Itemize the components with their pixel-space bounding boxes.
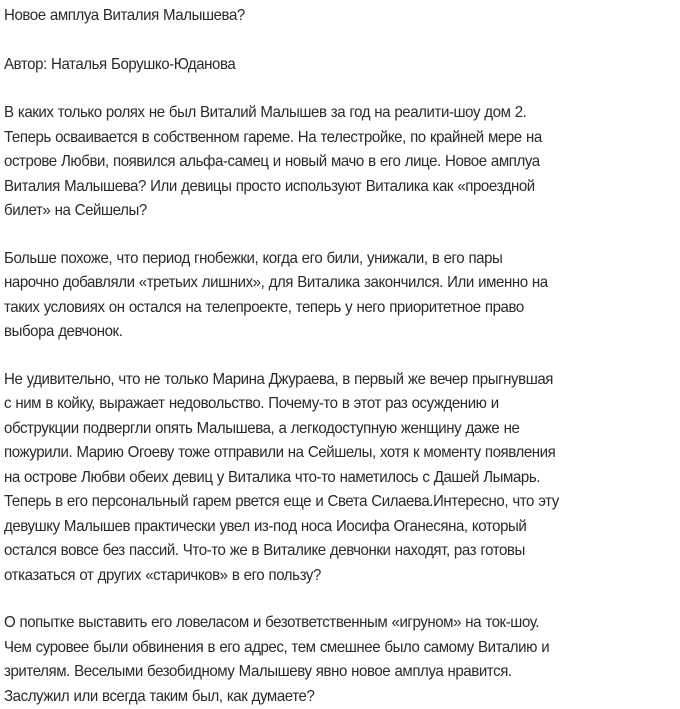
text-line: Заслужил или всегда таким был, как думаете? (4, 687, 315, 705)
text-line: билет» на Сейшелы? (4, 202, 147, 219)
text-line: Чем суровее были обвинения в его адрес, тем смешнее было самому Виталию и (4, 638, 550, 656)
text-line: зрителям. Веселыми безобидному Малышеву явно новое амплуа нравится. (4, 663, 512, 680)
text-line: Не удивительно, что не только Марина Джураева, в первый же вечер прыгнувшая (4, 370, 554, 388)
text-line: с ним в койку, выражает недовольство. Почему-то в этот раз осуждению и (4, 395, 499, 412)
text-line: О попытке выставить его ловеласом и безответственным «игруном» на ток-шоу. (4, 614, 540, 631)
text-line: таких условиях он остался на телепроекте, теперь у него приоритетное право (4, 298, 524, 316)
text-line: Больше похоже, что период гнобежки, когда его били, унижали, в его пары (4, 249, 503, 267)
text-line: девушку Малышев практически увел из-под носа Иосифа Оганесяна, который (4, 517, 527, 535)
text-line: В каких только ролях не был Виталий Малышев за год на реалити-шоу дом 2. (4, 104, 527, 121)
text-line: нарочно добавляли «третьих лишних», для Виталика закончился. Или именно на (4, 274, 548, 291)
article-title: Новое амплуа Виталия Малышева? (4, 7, 245, 24)
text-line: на острове Любви обеих девиц у Виталика что-то наметилось с Дашей Лымарь. (4, 468, 541, 486)
text-line: обструкции подвергли опять Малышева, а легкодоступную женщину даже не (4, 419, 520, 437)
text-line: выбора девчонок. (4, 323, 123, 340)
text-line: отказаться от других «старичков» в его пользу? (4, 566, 321, 584)
text-line: Теперь осваивается в собственном гареме. На телестройке, по крайней мере на (4, 128, 542, 146)
text-line: Виталия Малышева? Или девицы просто используют Виталика как «проездной (4, 177, 535, 195)
text-line: остался вовсе без пассий. Что-то же в Виталике девчонки находят, раз готовы (4, 542, 525, 559)
paragraph-3 (4, 368, 673, 589)
text-line: острове Любви, появился альфа-самец и новый мачо в его лице. Новое амплуа (4, 153, 540, 170)
paragraph-1 (4, 101, 673, 224)
text-line: Теперь в его персональный гарем рвется еще и Света Силаева.Интересно, что эту (4, 493, 559, 510)
text-line: пожурили. Марию Огоеву тоже отправили на Сейшелы, хотя к моменту появления (4, 444, 556, 461)
paragraph-4 (4, 611, 673, 709)
paragraph-2 (4, 247, 673, 345)
article-author: Автор: Наталья Борушко-Юданова (4, 55, 236, 73)
